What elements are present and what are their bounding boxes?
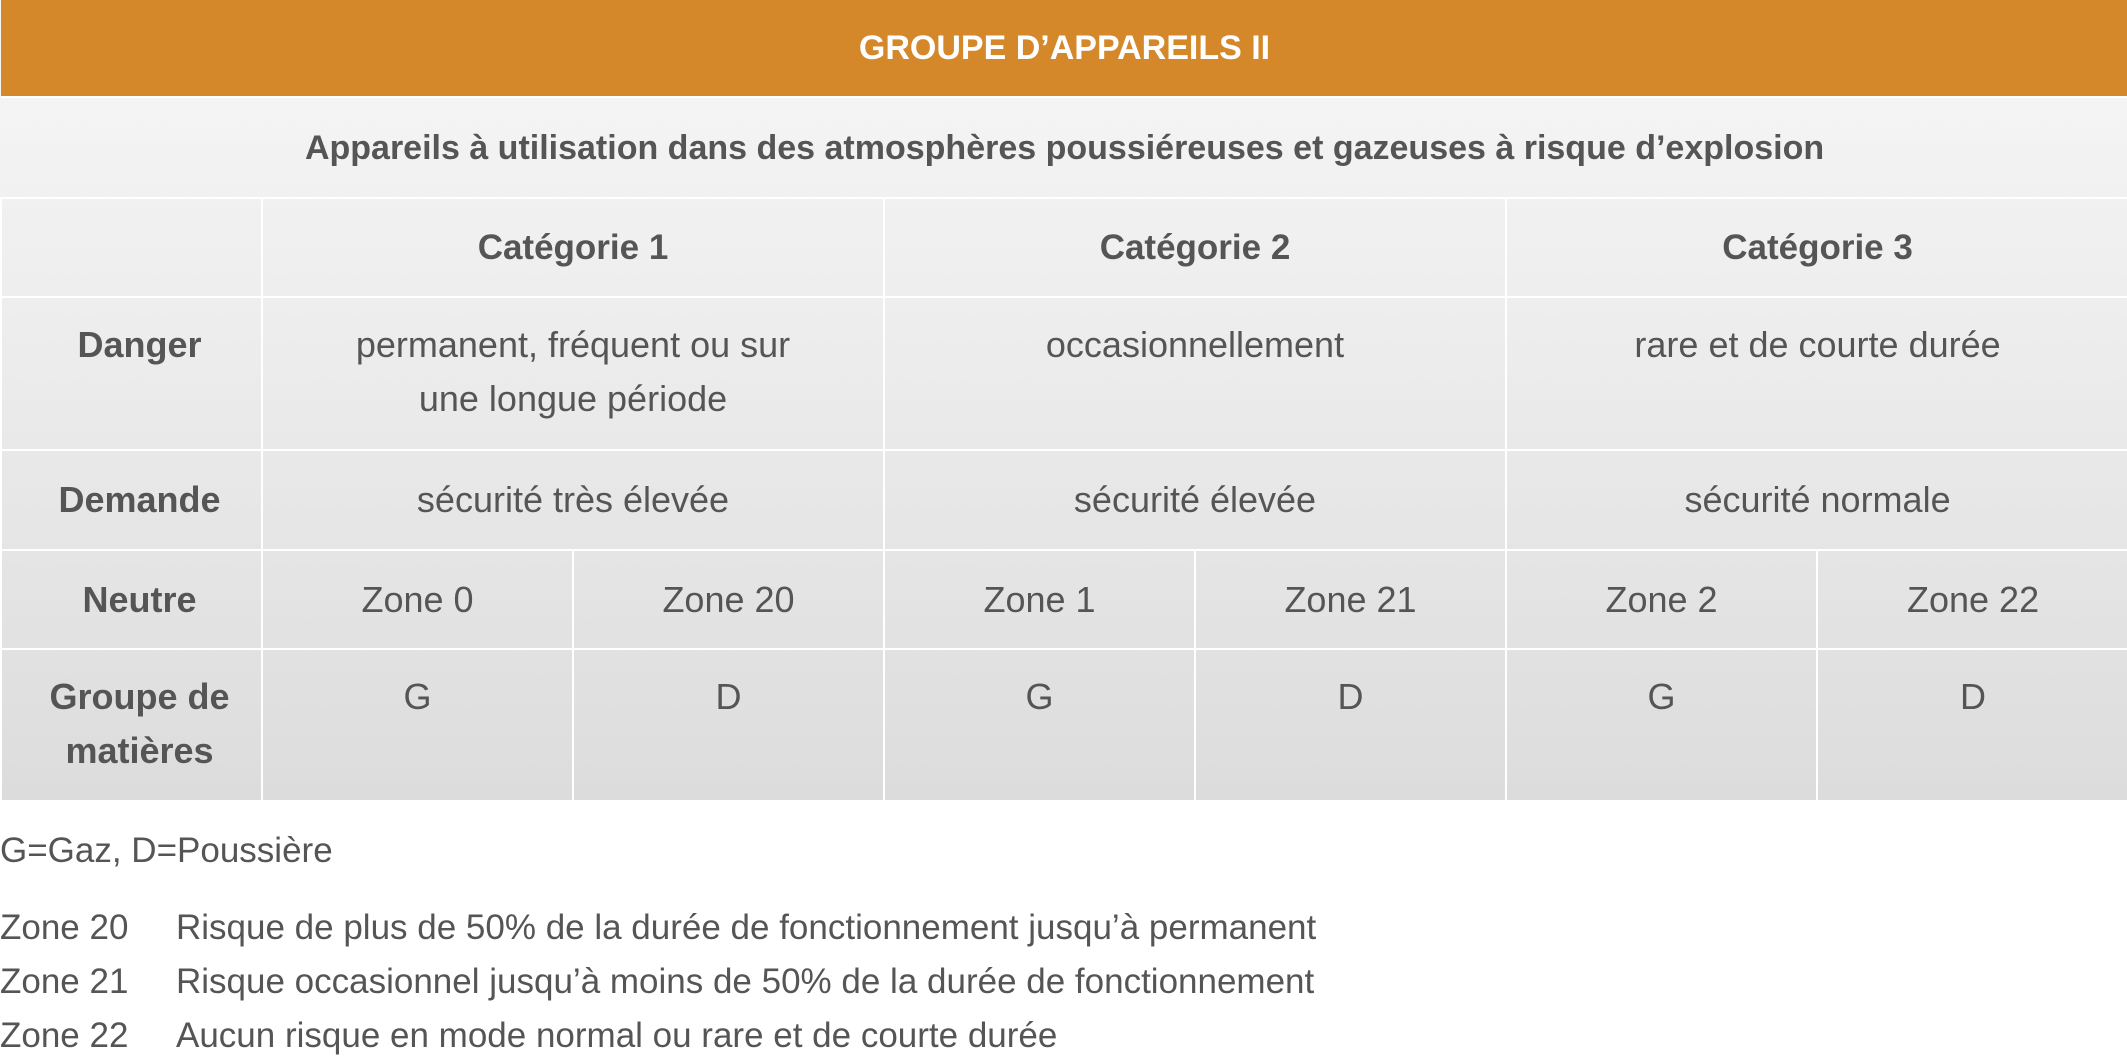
row-label-neutral: Neutre (1, 550, 262, 649)
material-group-cell: D (1195, 649, 1506, 801)
legend-zone-name: Zone 21 (0, 962, 129, 1001)
danger-cat-1-text: permanent, fréquent ou sur une longue période (355, 324, 791, 419)
zone-legend (0, 901, 1316, 1060)
danger-cat-2: occasionnellement (884, 297, 1506, 450)
category-2-header: Catégorie 2 (884, 198, 1506, 297)
table-title: GROUPE D’APPAREILS II (1, 0, 2127, 97)
legend-zone-name: Zone 22 (0, 1016, 129, 1055)
zone-cell: Zone 1 (884, 550, 1195, 649)
category-1-header: Catégorie 1 (262, 198, 884, 297)
danger-cat-1 (262, 297, 884, 450)
demand-cat-2: sécurité élevée (884, 450, 1506, 550)
zone-cell: Zone 0 (262, 550, 573, 649)
row-label-danger: Danger (1, 297, 262, 450)
danger-cat-3: rare et de courte durée (1506, 297, 2127, 450)
material-group-cell: D (573, 649, 884, 801)
row-label-demand: Demande (1, 450, 262, 550)
zone-cell: Zone 22 (1817, 550, 2127, 649)
material-group-cell: G (1506, 649, 1817, 801)
zone-cell: Zone 20 (573, 550, 884, 649)
demand-cat-1: sécurité très élevée (262, 450, 884, 550)
material-group-cell: D (1817, 649, 2127, 801)
table-subtitle: Appareils à utilisation dans des atmosphères poussiéreuses et gazeuses à risque d’explosion (1, 97, 2127, 198)
zone-cell: Zone 2 (1506, 550, 1817, 649)
legend-line (0, 955, 1316, 1009)
legend-line (0, 901, 1316, 955)
material-group-cell: G (262, 649, 573, 801)
material-group-cell: G (884, 649, 1195, 801)
legend-zone-text: Aucun risque en mode normal ou rare et de courte durée (176, 1016, 1058, 1055)
legend-zone-name: Zone 20 (0, 908, 129, 947)
header-corner-cell (1, 198, 262, 297)
legend-zone-text: Risque occasionnel jusqu’à moins de 50% de la durée de fonctionnement (176, 962, 1315, 1001)
demand-cat-3: sécurité normale (1506, 450, 2127, 550)
legend-zone-text: Risque de plus de 50% de la durée de fonctionnement jusqu’à permanent (176, 908, 1317, 947)
abbreviation-legend: G=Gaz, D=Poussière (0, 831, 333, 870)
category-3-header: Catégorie 3 (1506, 198, 2127, 297)
legend-line (0, 1009, 1316, 1060)
row-label-material-group: Groupe de matières (1, 649, 262, 801)
zone-cell: Zone 21 (1195, 550, 1506, 649)
